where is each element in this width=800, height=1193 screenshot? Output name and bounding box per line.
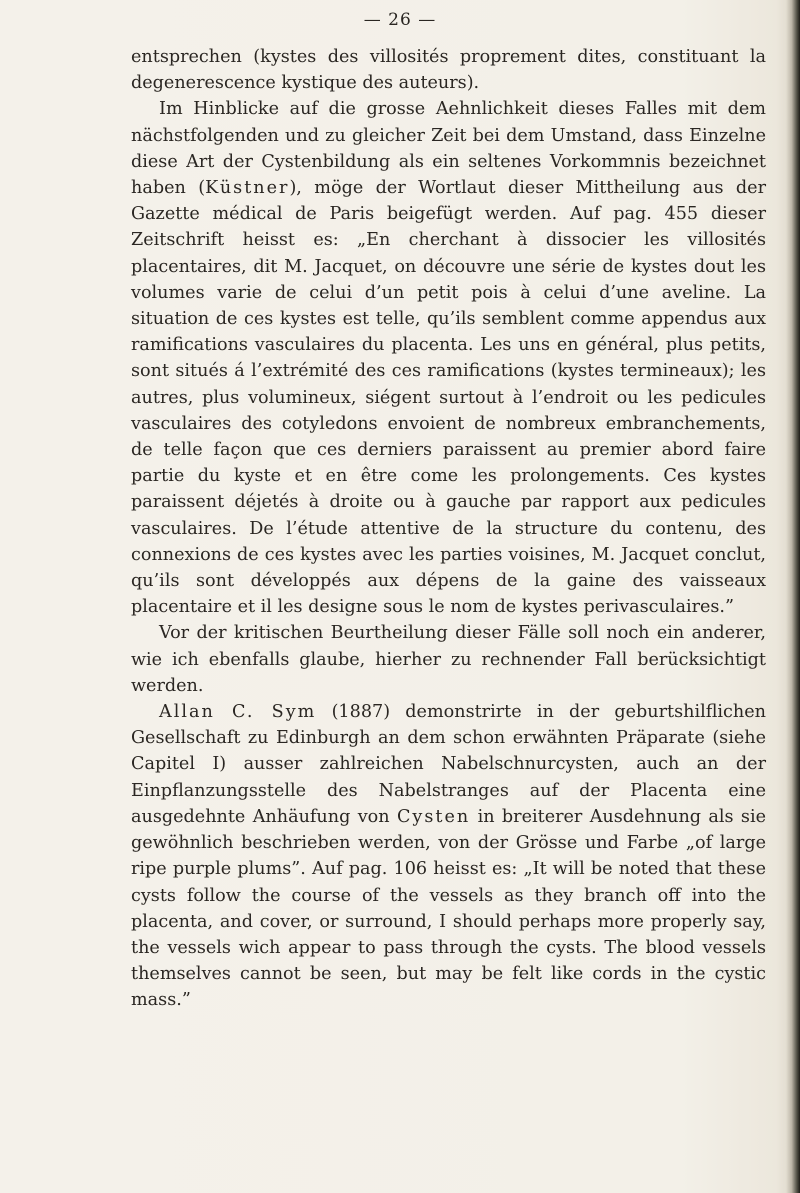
body-text [131, 44, 766, 1014]
page-edge-shadow [786, 0, 800, 1193]
paragraph-text: Vor der kritischen Beurtheilung dieser Fälle soll noch ein anderer, wie ich ebenfalls glaube, hierher zu rechnender Fall berücksichtigt werden. [131, 623, 766, 696]
paragraph-2 [131, 96, 766, 620]
author-name-kuestner: Küstner [205, 178, 290, 199]
paragraph-text: (1887) demonstrirte in der geburtshilflichen Gesellschaft zu Edinburgh an dem schon erwähnten Präparate (siehe Capitel I) ausser zahlreichen Nabelschnurcysten, auch an der Einpflanzungsstelle des Nabelstranges auf der Placenta eine ausgedehnte Anhäufung von [131, 702, 766, 827]
author-name-sym: Allan C. Sym [159, 702, 317, 723]
paragraph-text: Im Hinblicke auf die grosse Aehnlichkeit dieses Falles mit dem nächstfolgenden und zu gleicher Zeit bei dem Umstand, dass Einzelne diese Art der Cystenbildung als ein seltenes Vorkommnis bezeichnet haben ( [131, 99, 766, 199]
paragraph-1 [131, 44, 766, 96]
paragraph-text: entsprechen (kystes des villosités proprement dites, constituant la degenerescence kystique des auteurs). [131, 47, 766, 94]
paragraph-text: in breiterer Ausdehnung als sie gewöhnlich beschrieben werden, von der Grösse und Farbe „of large ripe purple plums”. Auf pag. 106 heisst es: „It will be noted that these cysts follow the course of the vessels as they branch off into the placenta, and cover, or surround, I should perhaps more properly say, the vessels wich appear to pass through the cysts. The blood vessels themselves cannot be seen, but may be felt like cords in the cystic mass.” [131, 806, 766, 1011]
paragraph-4 [131, 699, 766, 1013]
paragraph-3 [131, 620, 766, 699]
page-number: — 26 — [363, 10, 437, 30]
emphasis-cysten: Cysten [396, 806, 471, 827]
paragraph-text: ), möge der Wortlaut dieser Mittheilung aus der Gazette médical de Paris beigefügt werden. Auf pag. 455 dieser Zeitschrift heisst es: „En cherchant à dissocier les villosités placentaires, dit M. Jacquet, on découvre une série de kystes dout les volumes varie de celui d’un petit pois à celui d’une aveline. La situation de ces kystes est telle, qu’ils semblent comme appendus aux ramifications vasculaires du placenta. Les uns en général, plus petits, sont situés á l’extrémité des ces ramifications (kystes termineaux); les autres, plus volumineux, siégent surtout à l’endroit ou les pedicules vasculaires des cotyledons envoient de nombreux embranchements, de telle façon que ces derniers paraissent au premier abord faire partie du kyste et en être come les prolongements. Ces kystes paraissent déjetés à droite ou à gauche par rapport aux pedicules vasculaires. De l’étude attentive de la structure du contenu, des connexions de ces kystes avec les parties voisines, M. Jacquet conclut, qu’ils sont développés aux dépens de la gaine des vaisseaux placentaire et il les designe sous le nom de kystes perivasculaires.” [131, 178, 766, 618]
